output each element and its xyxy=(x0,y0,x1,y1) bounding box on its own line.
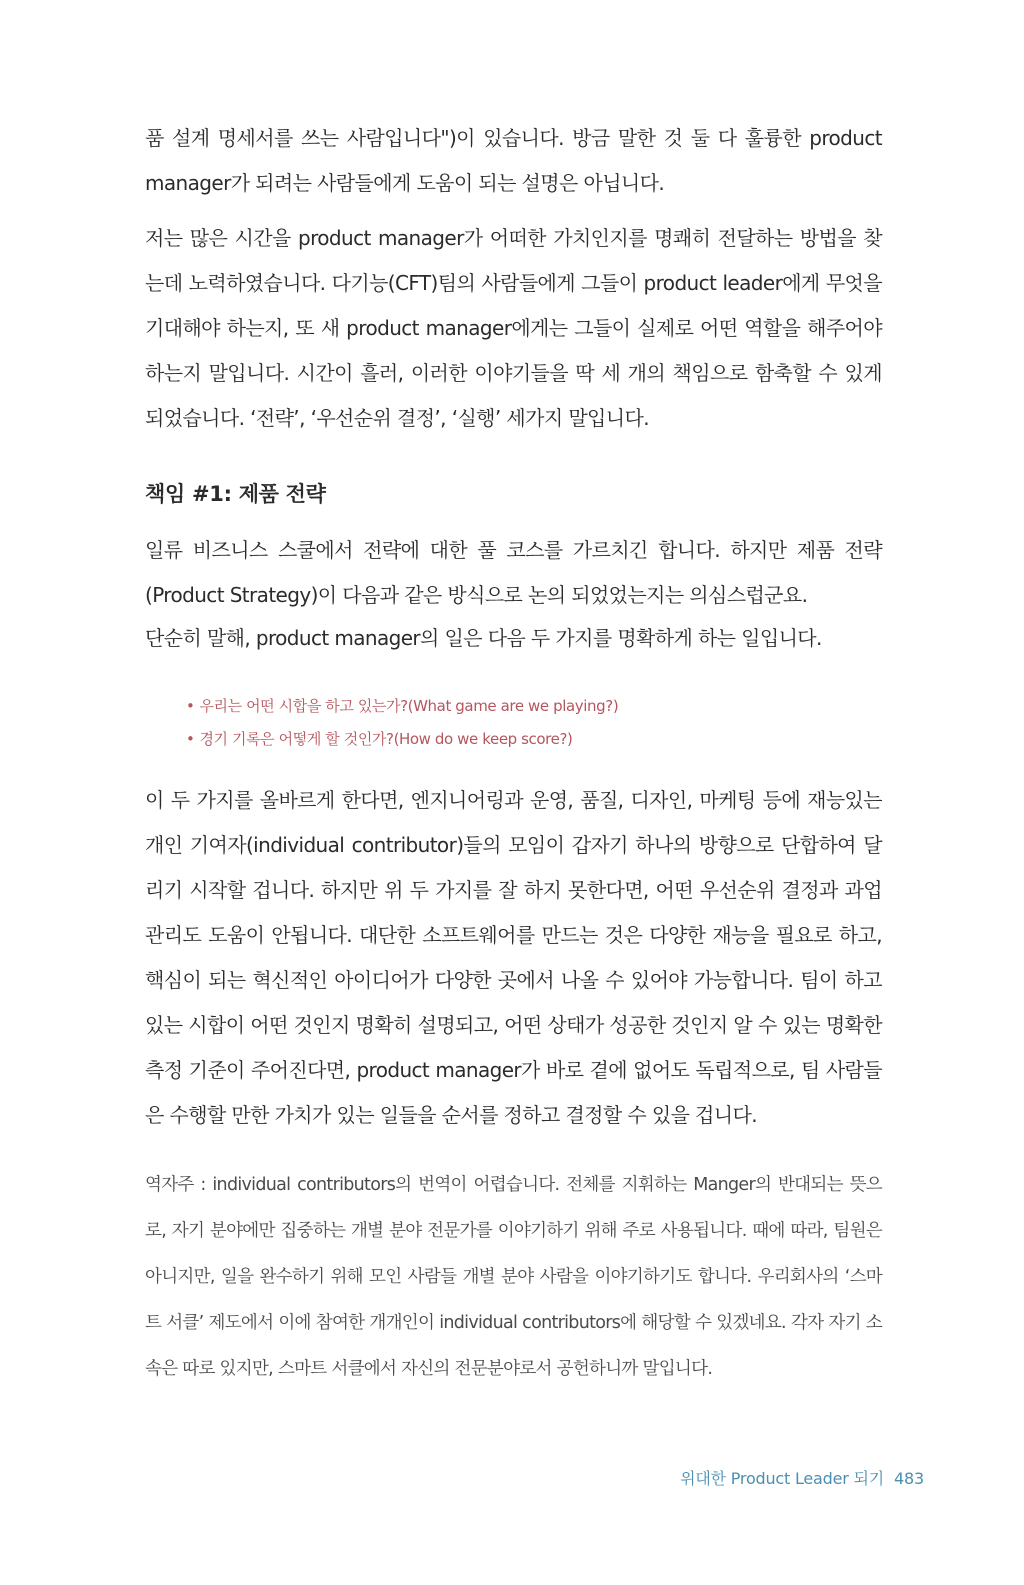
paragraph-two-things: 단순히 말해, product manager의 일은 다음 두 가지를 명확하게 하는 일입니다. xyxy=(145,626,822,650)
paragraph-author-work: 저는 많은 시간을 product manager가 어떠한 가치인지를 명쾌히 전달하는 방법을 찾는데 노력하였습니다. 다기능(CFT)팀의 사람들에게 그들이 product leader에게 무엇을 기대해야 하는지, 또 새 product manager에게는 그들이 실제로 어떤 역할을 해주어야 하는지 말입니다. 시간이 흘러, 이러한 이야기들을 딱 세 개의 책임으로 함축할 수 있게 되었습니다. ‘전략’, ‘우선순위 결정’, ‘실행’ 세가지 말입니다. xyxy=(145,226,882,430)
page-footer xyxy=(680,1466,924,1489)
translator-note: 역자주 : individual contributors의 번역이 어렵습니다. 전체를 지휘하는 Manger의 반대되는 뜻으로, 자기 분야에만 집중하는 개별 분야 전문가를 이야기하기 위해 주로 사용됩니다. 때에 따라, 팀원은 아니지만, 일을 완수하기 위해 모인 사람들 개별 분야 사람을 이야기하기도 합니다. 우리회사의 ‘스마트 서클’ 제도에서 이에 참여한 개개인이 individual contributors에 해당할 수 있겠네요. 각자 자기 소속은 따로 있지만, 스마트 서클에서 자신의 전문분야로서 공헌하니까 말입니다. xyxy=(145,1175,882,1379)
section-heading: 책임 #1: 제품 전략 xyxy=(145,482,326,506)
book-title: 위대한 Product Leader 되기 xyxy=(680,1469,885,1488)
paragraph-result: 이 두 가지를 올바르게 한다면, 엔지니어링과 운영, 품질, 디자인, 마케팅 등에 재능있는 개인 기여자(individual contributor)들의 모임이 갑자기 하나의 방향으로 단합하여 달리기 시작할 겁니다. 하지만 위 두 가지를 잘 하지 못한다면, 어떤 우선순위 결정과 과업관리도 도움이 안됩니다. 대단한 소프트웨어를 만드는 것은 다양한 재능을 필요로 하고, 핵심이 되는 혁신적인 아이디어가 다양한 곳에서 나올 수 있어야 가능합니다. 팀이 하고 있는 시합이 어떤 것인지 명확히 설명되고, 어떤 상태가 성공한 것인지 알 수 있는 명확한 측정 기준이 주어진다면, product manager가 바로 곁에 없어도 독립적으로, 팀 사람들은 수행할 만한 가치가 있는 일들을 순서를 정하고 결정할 수 있을 겁니다. xyxy=(145,788,882,1127)
paragraph-strategy: 일류 비즈니스 스쿨에서 전략에 대한 풀 코스를 가르치긴 합니다. 하지만 제품 전략(Product Strategy)이 다음과 같은 방식으로 논의 되었었는지는 의심스럽군요. xyxy=(145,538,882,607)
list-item: • 경기 기록은 어떻게 할 것인가?(How do we keep score?) xyxy=(186,723,618,756)
page-number: 483 xyxy=(894,1469,924,1488)
paragraph-intro: 품 설계 명세서를 쓰는 사람입니다")이 있습니다. 방금 말한 것 둘 다 훌륭한 product manager가 되려는 사람들에게 도움이 되는 설명은 아닙니다. xyxy=(145,126,882,195)
list-item: • 우리는 어떤 시합을 하고 있는가?(What game are we playing?) xyxy=(186,690,618,723)
question-list xyxy=(186,690,618,756)
